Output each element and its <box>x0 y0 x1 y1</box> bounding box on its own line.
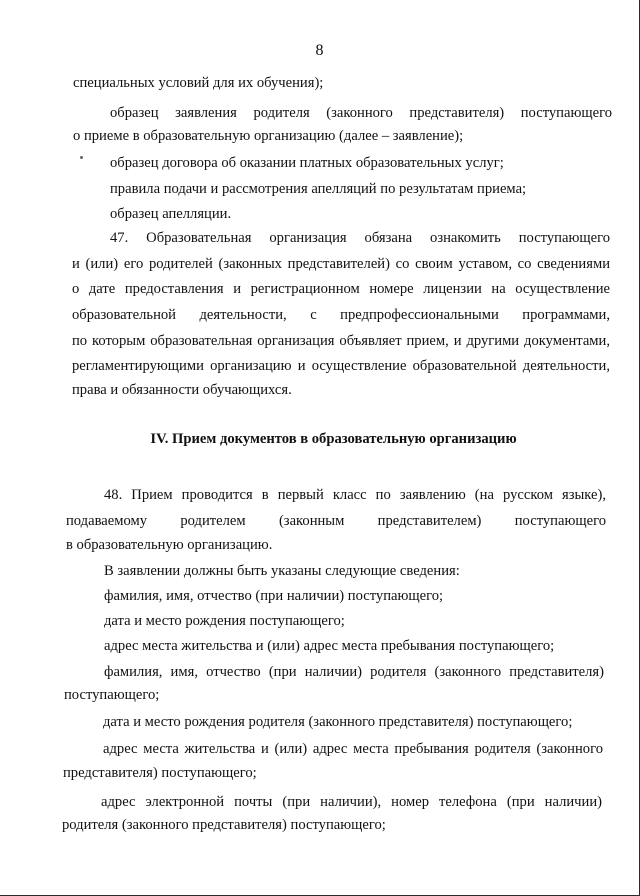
text-line: подаваемому родителем (законным представителем) поступающего <box>66 513 606 529</box>
text-line: образец договора об оказании платных образовательных услуг; <box>110 155 504 171</box>
text-line: родителя (законного представителя) поступающего; <box>62 817 386 833</box>
text-line: представителя) поступающего; <box>63 765 257 781</box>
text-line: 48. Прием проводится в первый класс по заявлению (на русском языке), <box>104 487 606 503</box>
text-line: о дате предоставления и регистрационном номере лицензии на осуществление <box>72 281 610 297</box>
text-line: образовательной деятельности, с предпрофессиональными программами, <box>72 307 610 323</box>
text-line: дата и место рождения родителя (законного представителя) поступающего; <box>103 714 573 730</box>
text-line: и (или) его родителей (законных представителей) со своим уставом, со сведениями <box>72 256 610 272</box>
section-heading: IV. Прием документов в образовательную организацию <box>150 431 517 447</box>
text-line: правила подачи и рассмотрения апелляций по результатам приема; <box>110 181 527 197</box>
text-line: адрес места жительства и (или) адрес места пребывания поступающего; <box>104 638 555 654</box>
page-number: 8 <box>315 42 324 59</box>
scan-speck <box>80 156 83 159</box>
text-line: фамилия, имя, отчество (при наличии) поступающего; <box>104 588 444 604</box>
text-line: о приеме в образовательную организацию (далее – заявление); <box>73 128 464 144</box>
text-line: фамилия, имя, отчество (при наличии) родителя (законного представителя) <box>104 664 604 680</box>
text-line: образец заявления родителя (законного представителя) поступающего <box>110 105 612 121</box>
text-line: специальных условий для их обучения); <box>73 75 324 91</box>
text-line: по которым образовательная организация объявляет прием, и другими документами, <box>72 333 610 349</box>
text-line: в образовательную организацию. <box>66 537 273 553</box>
text-line: 47. Образовательная организация обязана ознакомить поступающего <box>110 230 610 246</box>
text-line: дата и место рождения поступающего; <box>104 613 345 629</box>
text-line: поступающего; <box>64 687 160 703</box>
text-line: образец апелляции. <box>110 206 232 222</box>
text-line: права и обязанности обучающихся. <box>72 382 292 398</box>
text-line: В заявлении должны быть указаны следующие сведения: <box>104 563 460 579</box>
text-line: регламентирующими организацию и осуществление образовательной деятельности, <box>72 358 610 374</box>
text-line: адрес места жительства и (или) адрес места пребывания родителя (законного <box>103 741 603 757</box>
text-line: адрес электронной почты (при наличии), номер телефона (при наличии) <box>101 794 602 810</box>
